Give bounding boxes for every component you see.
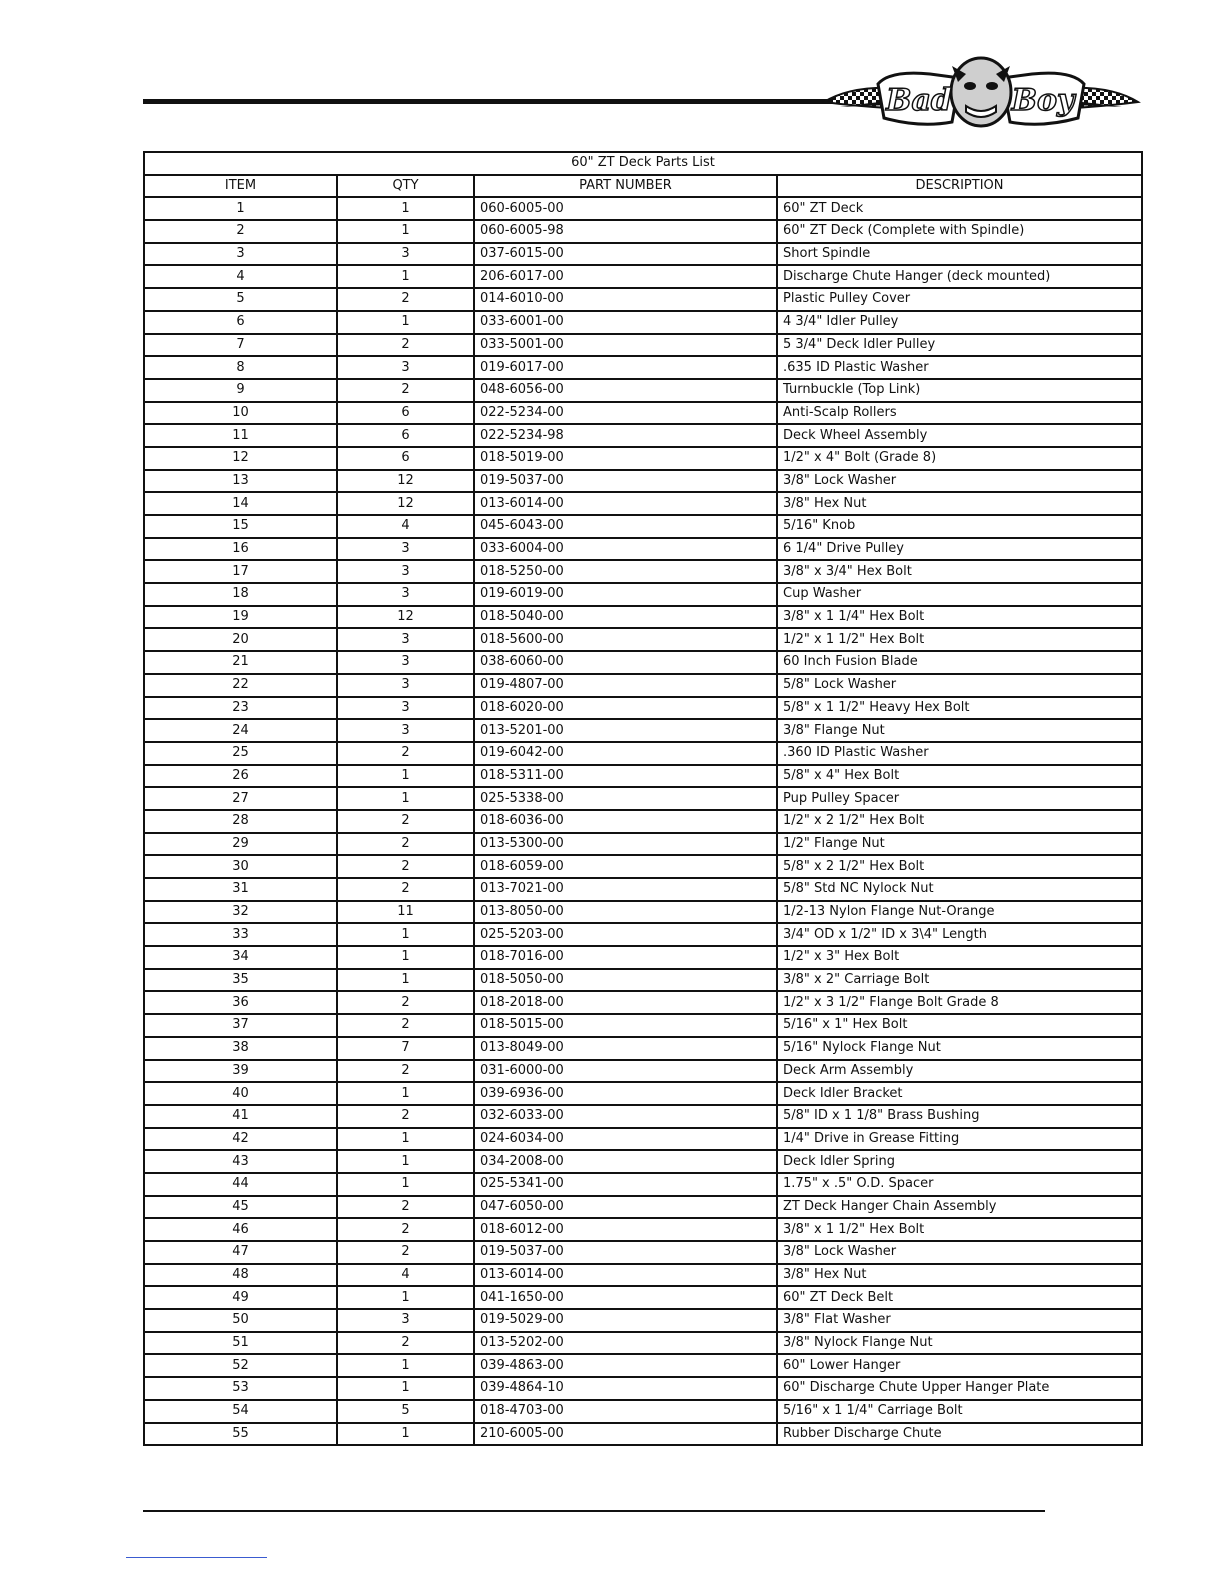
cell-qty: 12 — [337, 606, 474, 629]
table-row — [144, 651, 1142, 674]
cell-part-number: 013-6014-00 — [474, 492, 777, 515]
cell-part-number: 019-6017-00 — [474, 356, 777, 379]
cell-qty: 1 — [337, 1173, 474, 1196]
cell-qty: 2 — [337, 878, 474, 901]
table-row — [144, 220, 1142, 243]
footer-rule — [143, 1510, 1045, 1512]
cell-item: 11 — [144, 424, 337, 447]
table-row — [144, 265, 1142, 288]
cell-qty: 1 — [337, 969, 474, 992]
cell-description: Deck Idler Spring — [777, 1150, 1142, 1173]
cell-item: 24 — [144, 719, 337, 742]
cell-description: 3/8" Hex Nut — [777, 1264, 1142, 1287]
table-row — [144, 697, 1142, 720]
cell-description: 60" Discharge Chute Upper Hanger Plate — [777, 1377, 1142, 1400]
cell-qty: 2 — [337, 379, 474, 402]
table-title-row — [144, 152, 1142, 175]
cell-item: 21 — [144, 651, 337, 674]
table-row — [144, 470, 1142, 493]
table-row — [144, 1286, 1142, 1309]
cell-item: 50 — [144, 1309, 337, 1332]
cell-item: 14 — [144, 492, 337, 515]
cell-part-number: 013-6014-00 — [474, 1264, 777, 1287]
cell-item: 15 — [144, 515, 337, 538]
cell-item: 23 — [144, 697, 337, 720]
cell-description: Deck Arm Assembly — [777, 1060, 1142, 1083]
parts-table — [143, 151, 1143, 1446]
cell-item: 31 — [144, 878, 337, 901]
cell-qty: 1 — [337, 787, 474, 810]
table-row — [144, 1400, 1142, 1423]
cell-qty: 2 — [337, 1014, 474, 1037]
cell-description: 3/8" Nylock Flange Nut — [777, 1332, 1142, 1355]
cell-item: 39 — [144, 1060, 337, 1083]
cell-part-number: 060-6005-00 — [474, 197, 777, 220]
cell-description: 5 3/4" Deck Idler Pulley — [777, 334, 1142, 357]
cell-qty: 1 — [337, 1150, 474, 1173]
table-row — [144, 515, 1142, 538]
cell-description: 5/16" x 1" Hex Bolt — [777, 1014, 1142, 1037]
cell-part-number: 018-5040-00 — [474, 606, 777, 629]
cell-description: Plastic Pulley Cover — [777, 288, 1142, 311]
table-row — [144, 1060, 1142, 1083]
table-row — [144, 923, 1142, 946]
table-row — [144, 1332, 1142, 1355]
cell-item: 12 — [144, 447, 337, 470]
cell-part-number: 022-5234-98 — [474, 424, 777, 447]
cell-part-number: 018-6020-00 — [474, 697, 777, 720]
cell-description: 3/8" x 2" Carriage Bolt — [777, 969, 1142, 992]
header-item: ITEM — [144, 175, 337, 198]
cell-description: 5/16" Nylock Flange Nut — [777, 1037, 1142, 1060]
cell-qty: 3 — [337, 719, 474, 742]
cell-item: 48 — [144, 1264, 337, 1287]
table-row — [144, 1173, 1142, 1196]
cell-qty: 6 — [337, 402, 474, 425]
table-title: 60" ZT Deck Parts List — [144, 152, 1142, 175]
cell-item: 53 — [144, 1377, 337, 1400]
header-description: DESCRIPTION — [777, 175, 1142, 198]
cell-item: 28 — [144, 810, 337, 833]
cell-part-number: 013-5201-00 — [474, 719, 777, 742]
table-row — [144, 356, 1142, 379]
cell-description: 1/2" Flange Nut — [777, 833, 1142, 856]
cell-item: 6 — [144, 311, 337, 334]
cell-part-number: 019-5037-00 — [474, 470, 777, 493]
cell-description: 3/8" x 3/4" Hex Bolt — [777, 560, 1142, 583]
cell-part-number: 038-6060-00 — [474, 651, 777, 674]
cell-description: .635 ID Plastic Washer — [777, 356, 1142, 379]
table-row — [144, 311, 1142, 334]
cell-description: 3/4" OD x 1/2" ID x 3\4" Length — [777, 923, 1142, 946]
cell-qty: 2 — [337, 1241, 474, 1264]
cell-description: 3/8" x 1 1/4" Hex Bolt — [777, 606, 1142, 629]
cell-part-number: 018-6059-00 — [474, 855, 777, 878]
table-row — [144, 1218, 1142, 1241]
cell-qty: 3 — [337, 1309, 474, 1332]
cell-item: 4 — [144, 265, 337, 288]
cell-description: 1/2" x 4" Bolt (Grade 8) — [777, 447, 1142, 470]
header-qty: QTY — [337, 175, 474, 198]
table-row — [144, 855, 1142, 878]
cell-description: Pup Pulley Spacer — [777, 787, 1142, 810]
cell-part-number: 033-6001-00 — [474, 311, 777, 334]
cell-part-number: 013-8049-00 — [474, 1037, 777, 1060]
table-row — [144, 1309, 1142, 1332]
cell-qty: 12 — [337, 492, 474, 515]
cell-part-number: 039-4864-10 — [474, 1377, 777, 1400]
cell-item: 29 — [144, 833, 337, 856]
cell-qty: 2 — [337, 855, 474, 878]
table-row — [144, 492, 1142, 515]
cell-item: 46 — [144, 1218, 337, 1241]
bad-boy-logo — [820, 52, 1142, 134]
cell-description: 1/2-13 Nylon Flange Nut-Orange — [777, 901, 1142, 924]
cell-description: 5/8" x 4" Hex Bolt — [777, 765, 1142, 788]
cell-part-number: 019-5037-00 — [474, 1241, 777, 1264]
cell-qty: 6 — [337, 424, 474, 447]
cell-item: 17 — [144, 560, 337, 583]
cell-qty: 2 — [337, 1196, 474, 1219]
cell-item: 47 — [144, 1241, 337, 1264]
table-row — [144, 1014, 1142, 1037]
cell-description: 3/8" Flange Nut — [777, 719, 1142, 742]
table-row — [144, 946, 1142, 969]
cell-qty: 7 — [337, 1037, 474, 1060]
cell-part-number: 022-5234-00 — [474, 402, 777, 425]
cell-description: 4 3/4" Idler Pulley — [777, 311, 1142, 334]
cell-description: 6 1/4" Drive Pulley — [777, 538, 1142, 561]
cell-qty: 1 — [337, 1354, 474, 1377]
cell-item: 34 — [144, 946, 337, 969]
table-row — [144, 787, 1142, 810]
cell-qty: 2 — [337, 334, 474, 357]
cell-description: 1/2" x 1 1/2" Hex Bolt — [777, 628, 1142, 651]
table-row — [144, 742, 1142, 765]
cell-item: 45 — [144, 1196, 337, 1219]
cell-item: 5 — [144, 288, 337, 311]
cell-qty: 1 — [337, 1082, 474, 1105]
cell-part-number: 024-6034-00 — [474, 1128, 777, 1151]
table-row — [144, 810, 1142, 833]
parts-table-body — [144, 197, 1142, 1445]
cell-description: 60 Inch Fusion Blade — [777, 651, 1142, 674]
cell-qty: 1 — [337, 197, 474, 220]
table-header-row — [144, 175, 1142, 198]
cell-item: 35 — [144, 969, 337, 992]
table-row — [144, 1241, 1142, 1264]
table-row — [144, 402, 1142, 425]
cell-item: 7 — [144, 334, 337, 357]
cell-description: 5/8" Lock Washer — [777, 674, 1142, 697]
cell-item: 20 — [144, 628, 337, 651]
cell-description: 60" Lower Hanger — [777, 1354, 1142, 1377]
table-row — [144, 719, 1142, 742]
cell-part-number: 019-5029-00 — [474, 1309, 777, 1332]
cell-part-number: 206-6017-00 — [474, 265, 777, 288]
cell-qty: 3 — [337, 560, 474, 583]
table-row — [144, 1264, 1142, 1287]
cell-qty: 2 — [337, 1105, 474, 1128]
cell-part-number: 031-6000-00 — [474, 1060, 777, 1083]
cell-qty: 3 — [337, 628, 474, 651]
cell-item: 44 — [144, 1173, 337, 1196]
cell-description: 5/8" Std NC Nylock Nut — [777, 878, 1142, 901]
cell-qty: 1 — [337, 265, 474, 288]
cell-description: 60" ZT Deck — [777, 197, 1142, 220]
cell-description: 3/8" Flat Washer — [777, 1309, 1142, 1332]
cell-item: 2 — [144, 220, 337, 243]
svg-text:Boy: Boy — [1011, 83, 1075, 118]
table-row — [144, 1196, 1142, 1219]
cell-qty: 1 — [337, 923, 474, 946]
cell-qty: 12 — [337, 470, 474, 493]
cell-description: 1/2" x 2 1/2" Hex Bolt — [777, 810, 1142, 833]
cell-description: 5/16" Knob — [777, 515, 1142, 538]
cell-qty: 3 — [337, 243, 474, 266]
cell-item: 26 — [144, 765, 337, 788]
cell-description: 3/8" Hex Nut — [777, 492, 1142, 515]
table-row — [144, 628, 1142, 651]
cell-description: 1.75" x .5" O.D. Spacer — [777, 1173, 1142, 1196]
cell-part-number: 025-5341-00 — [474, 1173, 777, 1196]
cell-qty: 6 — [337, 447, 474, 470]
cell-part-number: 013-5300-00 — [474, 833, 777, 856]
cell-description: 3/8" x 1 1/2" Hex Bolt — [777, 1218, 1142, 1241]
header-part-number: PART NUMBER — [474, 175, 777, 198]
cell-part-number: 033-6004-00 — [474, 538, 777, 561]
footer-link-underline — [126, 1557, 267, 1558]
cell-qty: 2 — [337, 742, 474, 765]
cell-qty: 2 — [337, 1218, 474, 1241]
cell-item: 3 — [144, 243, 337, 266]
cell-description: 1/2" x 3 1/2" Flange Bolt Grade 8 — [777, 991, 1142, 1014]
cell-qty: 1 — [337, 765, 474, 788]
table-row — [144, 288, 1142, 311]
cell-part-number: 025-5203-00 — [474, 923, 777, 946]
cell-item: 54 — [144, 1400, 337, 1423]
cell-description: 1/2" x 3" Hex Bolt — [777, 946, 1142, 969]
cell-qty: 1 — [337, 1286, 474, 1309]
table-row — [144, 538, 1142, 561]
cell-item: 27 — [144, 787, 337, 810]
cell-description: Cup Washer — [777, 583, 1142, 606]
cell-part-number: 014-6010-00 — [474, 288, 777, 311]
cell-part-number: 018-6036-00 — [474, 810, 777, 833]
cell-part-number: 018-6012-00 — [474, 1218, 777, 1241]
table-row — [144, 991, 1142, 1014]
cell-qty: 4 — [337, 515, 474, 538]
cell-description: Deck Idler Bracket — [777, 1082, 1142, 1105]
cell-description: 3/8" Lock Washer — [777, 470, 1142, 493]
table-row — [144, 1082, 1142, 1105]
cell-qty: 4 — [337, 1264, 474, 1287]
cell-part-number: 018-7016-00 — [474, 946, 777, 969]
cell-part-number: 047-6050-00 — [474, 1196, 777, 1219]
cell-qty: 1 — [337, 220, 474, 243]
table-row — [144, 1150, 1142, 1173]
cell-part-number: 019-6042-00 — [474, 742, 777, 765]
cell-item: 1 — [144, 197, 337, 220]
cell-part-number: 018-5311-00 — [474, 765, 777, 788]
table-row — [144, 1037, 1142, 1060]
cell-item: 10 — [144, 402, 337, 425]
cell-qty: 2 — [337, 1332, 474, 1355]
cell-part-number: 039-6936-00 — [474, 1082, 777, 1105]
svg-text:Bad: Bad — [886, 83, 952, 118]
cell-qty: 11 — [337, 901, 474, 924]
cell-part-number: 037-6015-00 — [474, 243, 777, 266]
cell-item: 38 — [144, 1037, 337, 1060]
cell-item: 16 — [144, 538, 337, 561]
cell-item: 18 — [144, 583, 337, 606]
cell-description: Anti-Scalp Rollers — [777, 402, 1142, 425]
cell-qty: 3 — [337, 674, 474, 697]
cell-qty: 1 — [337, 1377, 474, 1400]
cell-part-number: 018-5015-00 — [474, 1014, 777, 1037]
cell-part-number: 013-8050-00 — [474, 901, 777, 924]
cell-item: 32 — [144, 901, 337, 924]
cell-qty: 3 — [337, 651, 474, 674]
cell-qty: 1 — [337, 1423, 474, 1446]
cell-part-number: 018-5050-00 — [474, 969, 777, 992]
cell-part-number: 048-6056-00 — [474, 379, 777, 402]
cell-qty: 3 — [337, 538, 474, 561]
table-row — [144, 969, 1142, 992]
cell-item: 36 — [144, 991, 337, 1014]
cell-item: 49 — [144, 1286, 337, 1309]
cell-item: 42 — [144, 1128, 337, 1151]
table-row — [144, 878, 1142, 901]
cell-part-number: 019-6019-00 — [474, 583, 777, 606]
table-row — [144, 379, 1142, 402]
cell-description: 3/8" Lock Washer — [777, 1241, 1142, 1264]
cell-part-number: 032-6033-00 — [474, 1105, 777, 1128]
cell-item: 22 — [144, 674, 337, 697]
cell-qty: 2 — [337, 1060, 474, 1083]
cell-part-number: 210-6005-00 — [474, 1423, 777, 1446]
cell-description: Short Spindle — [777, 243, 1142, 266]
cell-description: ZT Deck Hanger Chain Assembly — [777, 1196, 1142, 1219]
table-row — [144, 334, 1142, 357]
cell-part-number: 034-2008-00 — [474, 1150, 777, 1173]
cell-part-number: 013-7021-00 — [474, 878, 777, 901]
cell-description: Discharge Chute Hanger (deck mounted) — [777, 265, 1142, 288]
table-row — [144, 901, 1142, 924]
cell-item: 51 — [144, 1332, 337, 1355]
cell-item: 9 — [144, 379, 337, 402]
cell-item: 52 — [144, 1354, 337, 1377]
cell-item: 55 — [144, 1423, 337, 1446]
cell-description: 5/8" x 2 1/2" Hex Bolt — [777, 855, 1142, 878]
cell-qty: 1 — [337, 311, 474, 334]
cell-part-number: 018-5600-00 — [474, 628, 777, 651]
cell-part-number: 013-5202-00 — [474, 1332, 777, 1355]
cell-description: .360 ID Plastic Washer — [777, 742, 1142, 765]
cell-part-number: 041-1650-00 — [474, 1286, 777, 1309]
table-row — [144, 1354, 1142, 1377]
cell-part-number: 019-4807-00 — [474, 674, 777, 697]
cell-description: 1/4" Drive in Grease Fitting — [777, 1128, 1142, 1151]
cell-item: 25 — [144, 742, 337, 765]
cell-qty: 2 — [337, 833, 474, 856]
cell-description: 5/8" x 1 1/2" Heavy Hex Bolt — [777, 697, 1142, 720]
cell-item: 41 — [144, 1105, 337, 1128]
table-row — [144, 606, 1142, 629]
cell-description: 5/8" ID x 1 1/8" Brass Bushing — [777, 1105, 1142, 1128]
cell-description: 60" ZT Deck Belt — [777, 1286, 1142, 1309]
table-row — [144, 243, 1142, 266]
cell-description: Rubber Discharge Chute — [777, 1423, 1142, 1446]
cell-qty: 3 — [337, 356, 474, 379]
table-row — [144, 1423, 1142, 1446]
table-row — [144, 1105, 1142, 1128]
cell-item: 40 — [144, 1082, 337, 1105]
cell-description: Deck Wheel Assembly — [777, 424, 1142, 447]
cell-qty: 2 — [337, 991, 474, 1014]
cell-part-number: 033-5001-00 — [474, 334, 777, 357]
cell-item: 8 — [144, 356, 337, 379]
table-row — [144, 560, 1142, 583]
cell-part-number: 025-5338-00 — [474, 787, 777, 810]
cell-qty: 2 — [337, 288, 474, 311]
cell-qty: 3 — [337, 697, 474, 720]
table-row — [144, 1377, 1142, 1400]
cell-item: 33 — [144, 923, 337, 946]
cell-description: Turnbuckle (Top Link) — [777, 379, 1142, 402]
cell-qty: 1 — [337, 946, 474, 969]
cell-qty: 3 — [337, 583, 474, 606]
cell-part-number: 018-5019-00 — [474, 447, 777, 470]
cell-qty: 2 — [337, 810, 474, 833]
cell-description: 5/16" x 1 1/4" Carriage Bolt — [777, 1400, 1142, 1423]
table-row — [144, 424, 1142, 447]
cell-item: 30 — [144, 855, 337, 878]
cell-item: 37 — [144, 1014, 337, 1037]
table-row — [144, 447, 1142, 470]
cell-part-number: 045-6043-00 — [474, 515, 777, 538]
cell-description: 60" ZT Deck (Complete with Spindle) — [777, 220, 1142, 243]
cell-item: 43 — [144, 1150, 337, 1173]
table-row — [144, 674, 1142, 697]
cell-item: 19 — [144, 606, 337, 629]
cell-part-number: 060-6005-98 — [474, 220, 777, 243]
table-row — [144, 197, 1142, 220]
table-row — [144, 583, 1142, 606]
cell-qty: 5 — [337, 1400, 474, 1423]
cell-part-number: 018-5250-00 — [474, 560, 777, 583]
header-rule — [143, 99, 833, 104]
cell-part-number: 018-4703-00 — [474, 1400, 777, 1423]
cell-part-number: 039-4863-00 — [474, 1354, 777, 1377]
cell-item: 13 — [144, 470, 337, 493]
cell-qty: 1 — [337, 1128, 474, 1151]
cell-part-number: 018-2018-00 — [474, 991, 777, 1014]
table-row — [144, 1128, 1142, 1151]
table-row — [144, 833, 1142, 856]
table-row — [144, 765, 1142, 788]
